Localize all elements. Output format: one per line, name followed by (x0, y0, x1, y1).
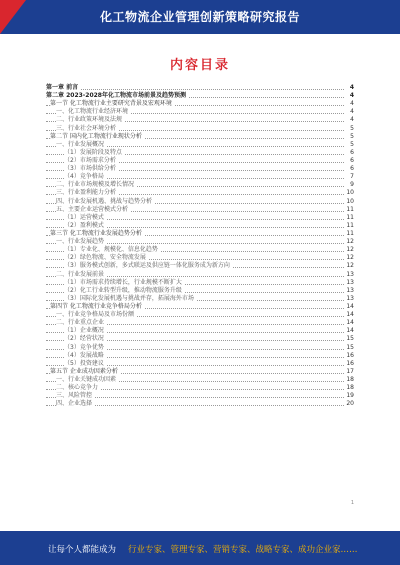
toc-entry-text: （2）绿色物流、安全物流发展 (64, 254, 146, 262)
toc-entry-page: 17 (346, 367, 354, 375)
toc-entry[interactable] (46, 157, 354, 165)
toc-entry-text: 第二章 2023-2028年化工物流市场前景及趋势预测 (46, 92, 186, 100)
toc-entry-text: 四、行业发展机遇、挑战与趋势分析 (56, 197, 153, 205)
toc-entry-text: 第三节 化工物流行业发展趋势分析 (50, 229, 142, 237)
footer-bar (0, 531, 400, 565)
toc-entry[interactable] (46, 303, 354, 311)
toc-entry[interactable] (46, 262, 354, 270)
toc-entry-text: 一、化工物流行业经济环境 (56, 108, 129, 116)
toc-entry-text: 一、行业发展趋势 (56, 238, 105, 246)
toc-entry-page: 13 (346, 270, 354, 278)
toc-entry[interactable] (46, 335, 354, 343)
toc-entry-text: 第一章 前言 (46, 84, 79, 91)
toc-entry-text: （3）竞争优势 (64, 343, 104, 351)
toc-entry-text: （1）发展阶段及特点 (64, 148, 122, 156)
toc-entry-text: 四、企业选择 (56, 400, 93, 408)
toc-entry-text: 二、行业重点企业 (56, 319, 105, 327)
toc-entry-text: 第五节 企业成功因素分析 (50, 367, 118, 375)
footer-slogan: 让每个人都能成为 (48, 545, 117, 555)
toc-entry-page: 18 (346, 384, 354, 392)
table-of-contents (46, 84, 354, 408)
toc-entry-page: 12 (346, 238, 354, 246)
toc-entry-page: 14 (346, 327, 354, 335)
toc-entry-text: （3）国际化发展机遇与挑战并存，拓展海外市场 (64, 294, 194, 302)
toc-entry[interactable] (46, 149, 354, 157)
toc-entry[interactable] (46, 368, 354, 376)
toc-leader-dots (46, 89, 344, 90)
toc-entry-text: （4）发展战略 (64, 351, 104, 359)
toc-entry-text: 第二节 国内化工物流行业现状分析 (50, 132, 142, 140)
toc-entry[interactable] (46, 360, 354, 368)
toc-entry[interactable] (46, 352, 354, 360)
toc-entry[interactable] (46, 344, 354, 352)
document-title: 化工物流企业管理创新策略研究报告 (99, 10, 300, 24)
toc-entry-text: 一、行业关键成功因素 (56, 375, 117, 383)
toc-entry[interactable] (46, 287, 354, 295)
footer-tagline: 行业专家、管理专家、营销专家、战略专家、成功企业家…… (128, 545, 358, 555)
toc-entry-text: （3）服务模式创新，多式联运及供应链一体化服务成为新方向 (64, 262, 230, 270)
toc-entry-text: （1）专业化、规模化、信息化趋势 (64, 246, 158, 254)
toc-entry-page: 11 (346, 205, 354, 213)
toc-entry-page: 14 (346, 319, 354, 327)
toc-entry-page: 10 (346, 197, 354, 205)
toc-entry[interactable] (46, 198, 354, 206)
toc-entry-page: 14 (346, 311, 354, 319)
toc-entry-page: 4 (350, 108, 354, 116)
toc-entry-page: 18 (346, 375, 354, 383)
toc-entry-page: 12 (346, 254, 354, 262)
toc-entry-text: （5）投资建议 (64, 359, 104, 367)
toc-entry-page: 4 (349, 84, 354, 91)
toc-entry-page: 4 (350, 100, 354, 108)
toc-entry-page: 13 (346, 286, 354, 294)
toc-entry-page: 6 (350, 156, 354, 164)
toc-entry-page: 16 (346, 351, 354, 359)
toc-entry-page: 15 (346, 335, 354, 343)
toc-entry[interactable] (46, 376, 354, 384)
toc-entry-text: 第四节 化工物流行业竞争格局分析 (50, 302, 142, 310)
toc-entry-text: 一、行业竞争格局及市场份额 (56, 311, 135, 319)
toc-entry-text: （2）经营状况 (64, 335, 104, 343)
toc-entry-page: 13 (346, 278, 354, 286)
toc-entry-text: 二、行业市场规模及增长情况 (56, 181, 135, 189)
toc-entry-page: 4 (350, 116, 354, 124)
toc-entry[interactable] (46, 141, 354, 149)
toc-entry-page: 12 (346, 246, 354, 254)
toc-entry[interactable] (46, 384, 354, 392)
toc-entry-page: 6 (350, 148, 354, 156)
toc-entry-text: 二、行业政策环境及法规 (56, 116, 123, 124)
toc-entry-page: 19 (346, 392, 354, 400)
toc-entry-page: 20 (346, 400, 354, 408)
toc-entry-page: 6 (350, 165, 354, 173)
toc-entry-page: 14 (346, 302, 354, 310)
toc-entry[interactable] (46, 92, 354, 100)
toc-entry-text: 第一节 化工物流行业主要研究背景及宏观环境 (50, 100, 172, 108)
toc-entry-page: 11 (346, 213, 354, 221)
toc-entry-text: （1）运营模式 (64, 213, 104, 221)
toc-entry[interactable] (46, 206, 354, 214)
toc-entry-page: 5 (350, 140, 354, 148)
toc-entry-text: （2）盈利模式 (64, 221, 104, 229)
toc-entry-page: 5 (350, 124, 354, 132)
toc-entry[interactable] (46, 214, 354, 222)
toc-entry-text: （1）企业概况 (64, 327, 104, 335)
toc-entry[interactable] (46, 189, 354, 197)
page-number: 1 (350, 500, 354, 506)
toc-entry-text: 三、风险管控 (56, 392, 93, 400)
toc-entry-page: 10 (346, 189, 354, 197)
toc-entry-text: 三、行业社会环境分析 (56, 124, 117, 132)
toc-entry[interactable] (46, 133, 354, 141)
toc-entry[interactable] (46, 238, 354, 246)
toc-entry[interactable] (46, 271, 354, 279)
toc-entry-text: （3）市场供给分析 (64, 165, 116, 173)
toc-entry[interactable] (46, 230, 354, 238)
toc-entry[interactable] (46, 279, 354, 287)
header-bar (0, 0, 400, 34)
toc-entry[interactable] (46, 84, 354, 92)
toc-entry-text: 五、主要企业运营模式分析 (56, 205, 129, 213)
toc-entry-page: 12 (346, 262, 354, 270)
toc-entry-page: 11 (346, 221, 354, 229)
toc-entry[interactable] (46, 125, 354, 133)
toc-entry-page: 4 (349, 92, 354, 100)
toc-entry[interactable] (46, 392, 354, 400)
toc-entry-text: （1）市场需求持续增长，行业规模不断扩大 (64, 278, 182, 286)
toc-entry-page: 13 (346, 294, 354, 302)
toc-entry-text: （2）化工行业转型升级，推动物流服务升级 (64, 286, 182, 294)
toc-entry[interactable] (46, 165, 354, 173)
toc-entry[interactable] (46, 222, 354, 230)
toc-entry[interactable] (46, 400, 354, 408)
toc-entry-page: 15 (346, 343, 354, 351)
toc-entry-page: 5 (350, 132, 354, 140)
toc-entry-page: 7 (350, 173, 354, 181)
toc-entry[interactable] (46, 116, 354, 124)
toc-entry-text: 二、行业发展前景 (56, 270, 105, 278)
toc-entry[interactable] (46, 311, 354, 319)
toc-entry-text: 二、核心竞争力 (56, 384, 99, 392)
toc-entry-text: 三、行业盈利能力分析 (56, 189, 117, 197)
toc-entry-text: （4）竞争格局 (64, 173, 104, 181)
toc-entry-text: 一、行业发展概况 (56, 140, 105, 148)
toc-entry-page: 11 (346, 229, 354, 237)
toc-entry-page: 16 (346, 359, 354, 367)
toc-entry[interactable] (46, 295, 354, 303)
toc-entry-text: （2）市场需求分析 (64, 156, 116, 164)
toc-heading: 内容目录 (169, 58, 230, 73)
toc-entry-page: 9 (350, 181, 354, 189)
